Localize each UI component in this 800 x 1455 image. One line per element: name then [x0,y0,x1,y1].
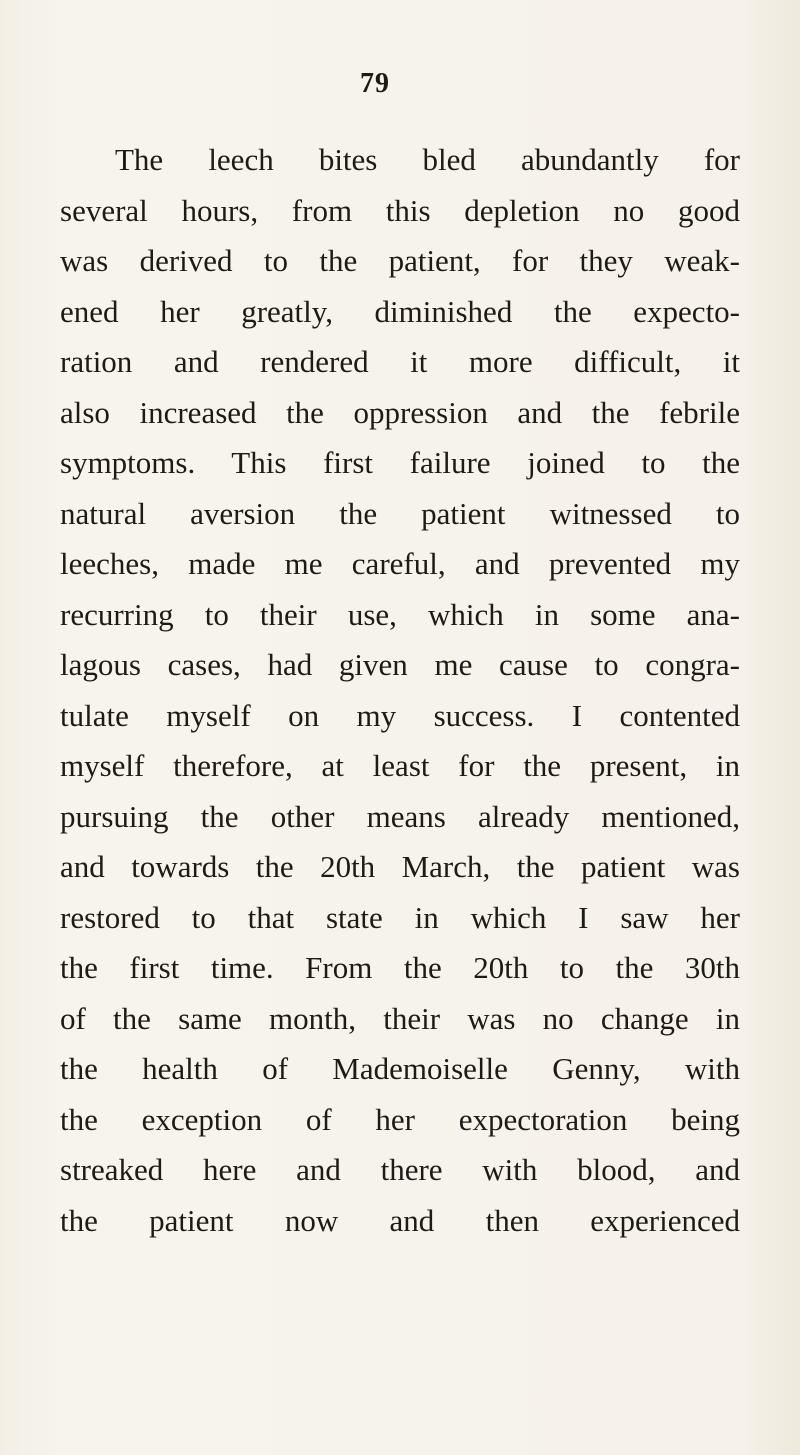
text-line: also increased the oppression and the febrile [60,394,740,430]
text-line: symptoms. This first failure joined to the [60,445,740,480]
text-line: the first time. From the 20th to the 30th [60,950,740,985]
text-line: the patient now and then experienced [60,1202,740,1238]
text-line: streaked here and there with blood, and [60,1152,740,1187]
text-line: lagous cases, had given me cause to congra- [60,647,740,682]
text-line: The leech bites bled abundantly for [115,142,740,177]
text-line: restored to that state in which I saw her [60,899,740,935]
text-line: natural aversion the patient witnessed to [60,495,740,531]
body-text [60,135,740,1246]
text-line: tulate myself on my success. I contented [60,697,740,733]
text-line: myself therefore, at least for the present, in [60,748,740,783]
text-line: several hours, from this depletion no good [60,192,740,228]
text-line: of the same month, their was no change in [60,1000,740,1036]
text-line: and towards the 20th March, the patient was [60,849,740,884]
text-line: pursuing the other means already mentioned, [60,798,740,834]
page-number: 79 [360,68,390,99]
text-line: recurring to their use, which in some ana- [60,596,740,632]
text-line: ration and rendered it more difficult, it [60,344,740,379]
text-line: the exception of her expectoration being [60,1101,740,1137]
text-line: was derived to the patient, for they weak- [60,243,740,278]
text-line: ened her greatly, diminished the expecto- [60,293,740,329]
text-line: the health of Mademoiselle Genny, with [60,1051,740,1086]
text-line: leeches, made me careful, and prevented my [60,546,740,581]
